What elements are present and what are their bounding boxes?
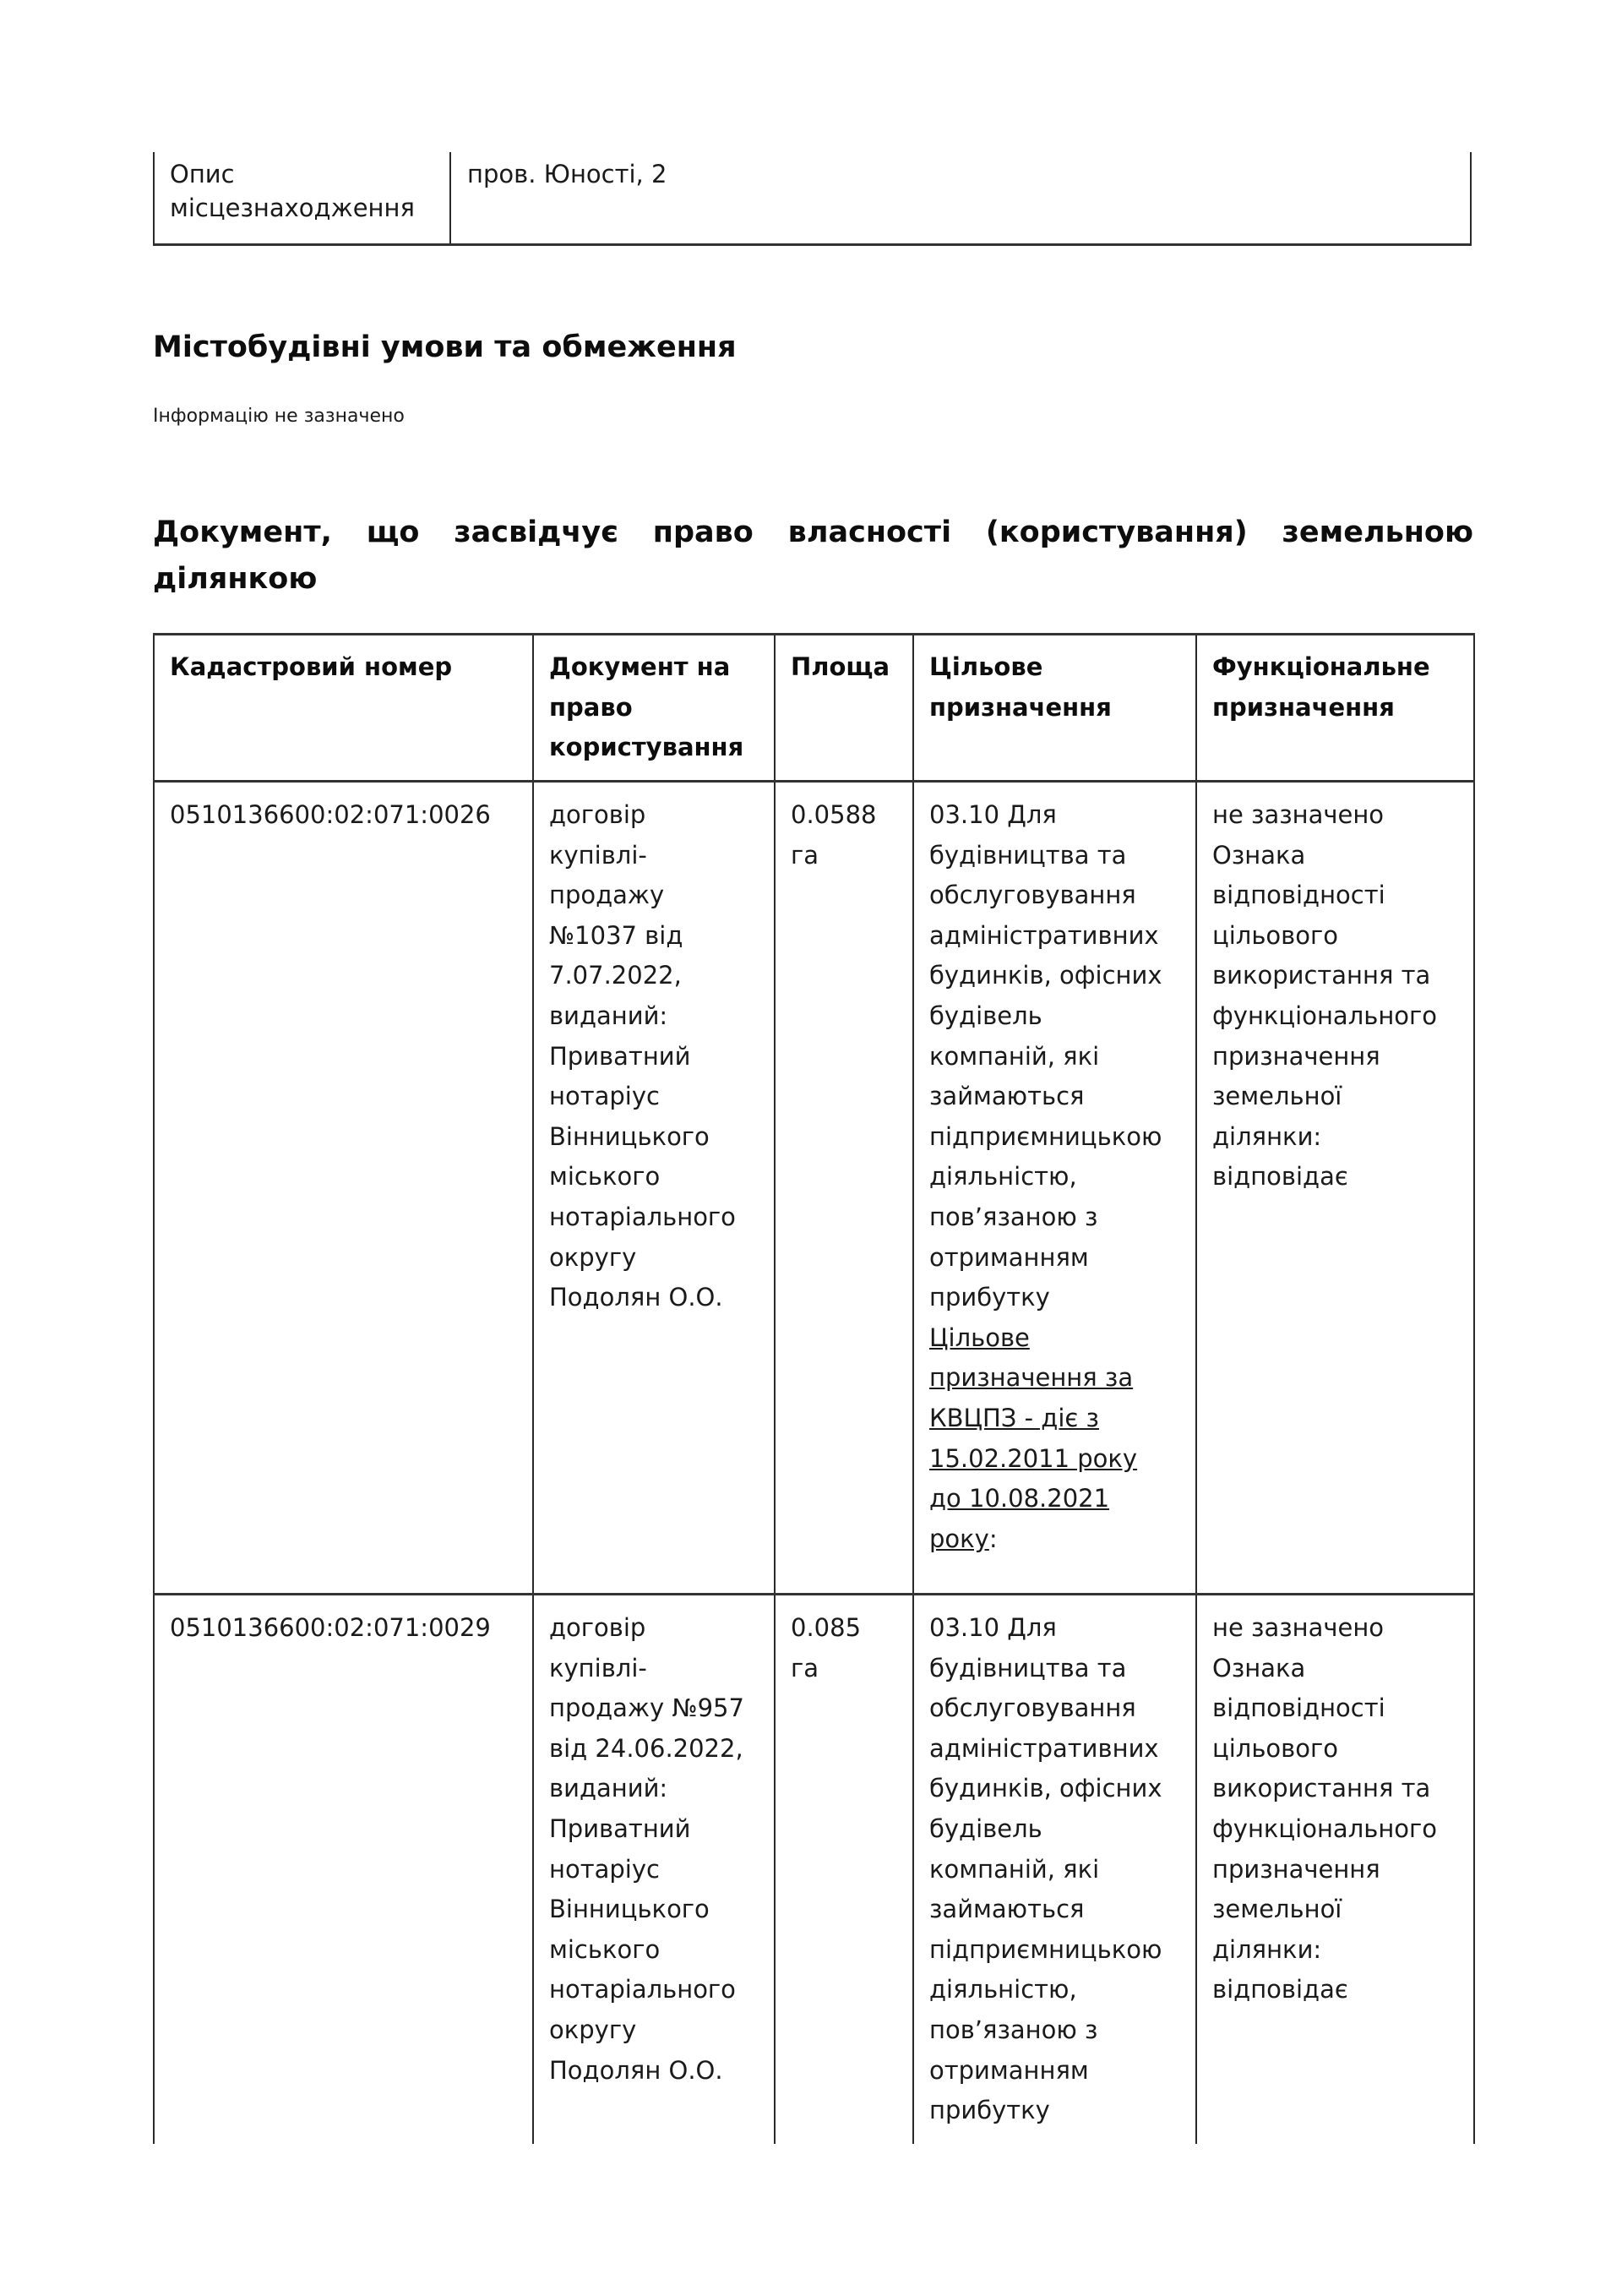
ownership-document-heading: Документ, що засвідчує право власності (користування) земельною ділянкою — [153, 515, 1473, 596]
column-header-cadastral-number: Кадастровий номер — [154, 635, 533, 782]
purpose-cell — [913, 782, 1196, 1595]
urban-planning-heading: Містобудівні умови та обмеження — [153, 330, 737, 364]
location-value: пров. Юності, 2 — [467, 160, 667, 188]
table-row — [154, 782, 1474, 1595]
column-header-purpose: Цільове призначення — [913, 635, 1196, 782]
cadastral-number-cell: 0510136600:02:071:0026 — [154, 782, 533, 1595]
column-header-usage-document: Документ на право користування — [533, 635, 775, 782]
location-table — [153, 152, 1472, 246]
purpose-kvtspz-link[interactable]: Цільове призначення за КВЦПЗ - діє з 15.02.2011 року до 10.08.2021 року — [929, 1323, 1138, 1553]
usage-document-cell: договір купівлі- продажу №1037 від 7.07.2022, виданий: Приватний нотаріус Вінницького міського нотаріального округу Подолян О.О. — [533, 782, 775, 1595]
usage-document-cell: договір купівлі- продажу №957 від 24.06.2022, виданий: Приватний нотаріус Вінницького міського нотаріального округу Подолян О.О. — [533, 1595, 775, 2144]
ownership-table — [153, 633, 1475, 2144]
area-cell: 0.085 га — [775, 1595, 913, 2144]
urban-planning-note: Інформацію не зазначено — [153, 406, 405, 427]
purpose-link-suffix: : — [988, 1524, 998, 1553]
column-header-area: Площа — [775, 635, 913, 782]
area-cell: 0.0588 га — [775, 782, 913, 1595]
functional-purpose-cell: не зазначено Ознака відповідності цільового використання та функціонального призначення земельної ділянки: відповідає — [1196, 1595, 1474, 2144]
location-label: Опис місцезнаходження — [155, 152, 451, 243]
table-header-row — [154, 635, 1474, 782]
cadastral-number-cell: 0510136600:02:071:0029 — [154, 1595, 533, 2144]
table-row — [154, 1595, 1474, 2144]
purpose-text: 03.10 Для будівництва та обслуговування адміністративних будинків, офісних будівель компаній, які займаються підприємницькою діяльністю, пов’язаною з отриманням прибутку — [929, 800, 1162, 1312]
functional-purpose-cell: не зазначено Ознака відповідності цільового використання та функціонального призначення земельної ділянки: відповідає — [1196, 782, 1474, 1595]
column-header-functional-purpose: Функціональне призначення — [1196, 635, 1474, 782]
purpose-cell: 03.10 Для будівництва та обслуговування адміністративних будинків, офісних будівель компаній, які займаються підприємницькою діяльністю, пов’язаною з отриманням прибутку — [913, 1595, 1196, 2144]
